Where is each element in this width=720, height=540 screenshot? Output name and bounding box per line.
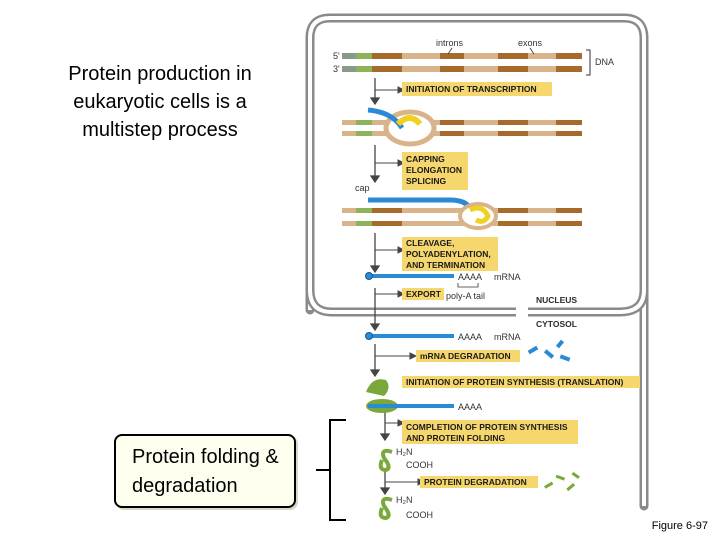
peptide-fragments	[544, 472, 580, 491]
cytosol-label: CYTOSOL	[536, 319, 577, 329]
aaaa-label-3: AAAA	[458, 402, 483, 412]
stage-capping: CAPPING	[406, 154, 445, 164]
h2n-label-1: H₂N	[396, 447, 413, 457]
nucleus-label: NUCLEUS	[536, 295, 578, 305]
mrna-translated	[368, 404, 454, 408]
introns-label: introns	[436, 38, 464, 48]
stage-initiation-translation: INITIATION OF PROTEIN SYNTHESIS (TRANSLATION)	[406, 377, 624, 387]
stage-mrna-degradation: mRNA DEGRADATION	[420, 351, 511, 361]
dna-label: DNA	[595, 57, 615, 67]
cooh-label-1: COOH	[406, 460, 433, 470]
stage-export: EXPORT	[406, 289, 441, 299]
stage-completion-1: COMPLETION OF PROTEIN SYNTHESIS	[406, 422, 568, 432]
stage-termination: AND TERMINATION	[406, 260, 486, 270]
transcription-bubble	[342, 110, 582, 144]
stage-elongation: ELONGATION	[406, 165, 463, 175]
stage-cleavage: CLEAVAGE,	[406, 238, 455, 248]
polya-tail-label: poly-A tail	[446, 291, 486, 301]
stage-completion-2: AND PROTEIN FOLDING	[406, 433, 506, 443]
mrna-cytosol	[366, 333, 455, 340]
mrna-label-1: mRNA	[494, 272, 521, 282]
exons-label: exons	[518, 38, 543, 48]
cooh-label-2: COOH	[406, 510, 433, 520]
strand-3-label: 3'	[333, 64, 340, 74]
stage-polyadenylation: POLYADENYLATION,	[406, 249, 491, 259]
stage-protein-degradation: PROTEIN DEGRADATION	[424, 477, 527, 487]
stage-initiation-transcription: INITIATION OF TRANSCRIPTION	[406, 84, 537, 94]
splicing-strand	[342, 200, 582, 228]
mrna-fragments	[528, 340, 571, 362]
process-arrows	[371, 78, 389, 494]
slide-title: Protein production in eukaryotic cells is a multistep process	[68, 63, 252, 141]
mrna-nuclear	[366, 273, 455, 280]
strand-5-label: 5'	[333, 51, 340, 61]
aaaa-label-1: AAAA	[458, 272, 483, 282]
protein-folding-label: Protein folding & degradation	[132, 446, 279, 497]
h2n-label-2: H₂N	[396, 495, 413, 505]
folded-protein-icon	[381, 451, 392, 470]
stage-splicing: SPLICING	[406, 176, 447, 186]
cap-label: cap	[355, 183, 370, 193]
mrna-label-2: mRNA	[494, 332, 521, 342]
folded-protein-icon-2	[381, 499, 392, 518]
dna-double-strand	[342, 50, 590, 75]
aaaa-label-2: AAAA	[458, 332, 483, 342]
figure-caption: Figure 6-97	[651, 520, 708, 532]
bracket	[316, 420, 346, 520]
